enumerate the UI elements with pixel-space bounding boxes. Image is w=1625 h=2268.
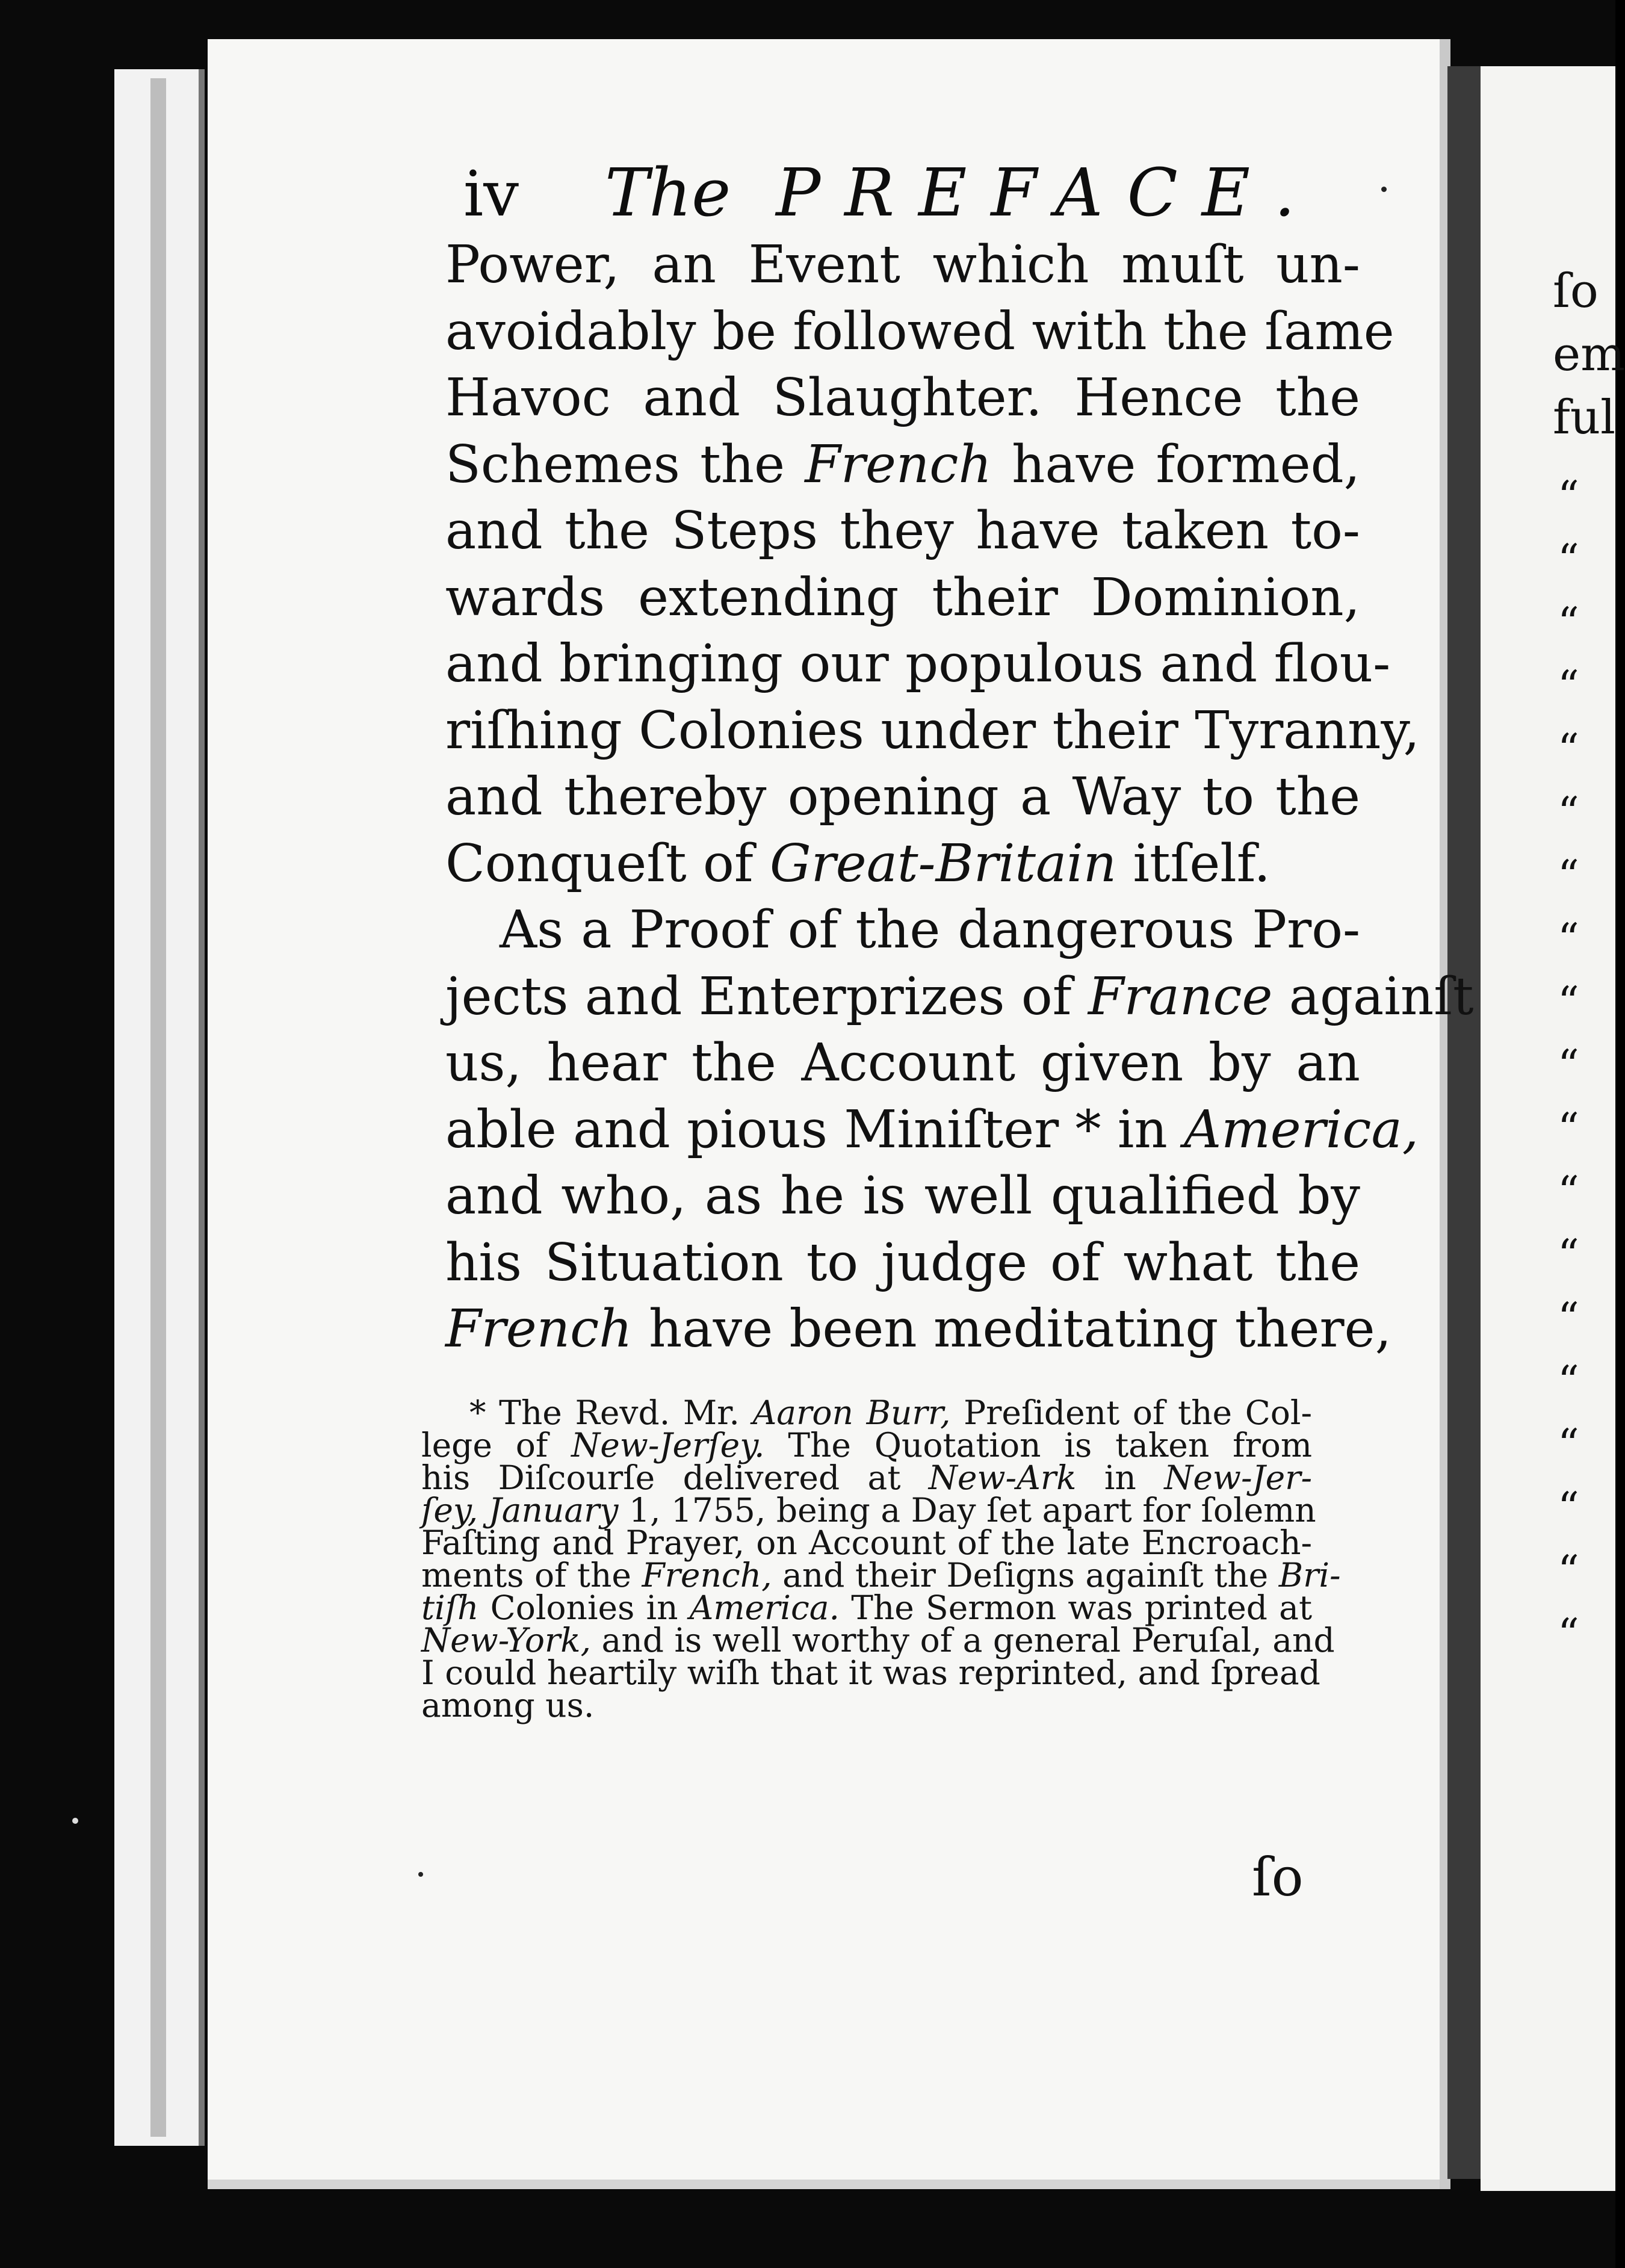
facing-quote-mark: “ [1558,851,1579,900]
text-line: able and pious Miniſter * in America, [445,1099,1419,1160]
text-line: and thereby opening a Way to the [445,767,1361,827]
facing-quote-mark: “ [1558,725,1579,774]
footnote-line: ments of the French, and their Deſigns againſt the Bri- [421,1556,1341,1594]
text-line: avoidably be followed with the ſame [445,301,1394,362]
ink-speck [72,1818,78,1824]
gutter-shadow [1447,66,1481,2179]
facing-line-start: ful [1553,391,1616,445]
facing-quote-mark: “ [1558,788,1579,837]
facing-quote-mark: “ [1558,1230,1579,1280]
facing-quote-column [1481,66,1615,2191]
facing-quote-mark: “ [1558,1610,1579,1659]
footnote-line: Faſting and Prayer, on Account of the late Encroach- [421,1523,1313,1562]
text-line: French have been meditating there, [445,1299,1391,1359]
ink-speck [1381,187,1387,192]
facing-quote-mark: “ [1558,1357,1579,1406]
text-line: and bringing our populous and flou- [445,634,1391,694]
text-line: jects and Enterprizes of France againſt [445,966,1474,1027]
text-line: and the Steps they have taken to- [445,501,1360,561]
text-line: As a Proof of the dangerous Pro- [500,900,1361,960]
facing-quote-mark: “ [1558,662,1579,711]
catchword: ſo [1252,1846,1304,1908]
ink-speck [418,1872,423,1877]
facing-line-start: ſo [1553,264,1599,318]
facing-quote-mark: “ [1558,1041,1579,1090]
running-head-title: PREFACE. [776,154,1320,231]
facing-quote-mark: “ [1558,914,1579,964]
text-line: wards extending their Dominion, [445,567,1360,628]
text-line: Havoc and Slaughter. Hence the [445,368,1360,428]
footnote-line: I could heartily wiſh that it was reprinted, and ſpread [421,1653,1320,1692]
footnote-line: * The Revd. Mr. Aaron Burr, Preſident of the Col- [469,1393,1313,1432]
facing-quote-mark: “ [1558,1294,1579,1343]
text-line: Power, an Event which muſt un- [445,235,1360,295]
facing-quote-mark: “ [1558,1546,1579,1596]
footnote [421,1393,1341,1724]
text-line: riſhing Colonies under their Tyranny, [445,700,1420,761]
running-head [463,147,1320,238]
footnote-line: his Diſcourſe delivered at New-Ark in New-Jer- [421,1458,1313,1497]
footnote-line: ſey, January 1, 1755, being a Day ſet apart for ſolemn [421,1491,1316,1529]
running-head-article: The [604,154,731,231]
facing-quote-mark: “ [1558,1104,1579,1153]
text-line: Conqueſt of Great-Britain itſelf. [445,833,1271,894]
text-line: and who, as he is well qualified by [445,1166,1360,1226]
text-line: us, hear the Account given by an [445,1033,1360,1093]
facing-page [1481,66,1625,2191]
facing-line-start: em [1553,327,1625,382]
footnote-line: among us. [421,1686,595,1724]
facing-quote-mark: “ [1558,535,1579,584]
page-number: iv [463,157,519,231]
facing-quote-mark: “ [1558,1483,1579,1532]
facing-quote-mark: “ [1558,978,1579,1027]
footnote-line: New-York, and is well worthy of a general Peruſal, and [421,1621,1335,1659]
facing-quote-mark: “ [1558,472,1579,521]
facing-quote-mark: “ [1558,1420,1579,1469]
body-text [445,232,1474,1363]
footnote-line: lege of New-Jerſey. The Quotation is taken from [421,1426,1313,1464]
page-edge [150,78,166,2137]
footnote-line: tiſh Colonies in America. The Sermon was printed at [421,1588,1313,1627]
facing-quote-mark: “ [1558,598,1579,648]
text-line: his Situation to judge of what the [445,1232,1361,1293]
text-line: Schemes the French have formed, [445,434,1360,495]
facing-quote-mark: “ [1558,1167,1579,1216]
